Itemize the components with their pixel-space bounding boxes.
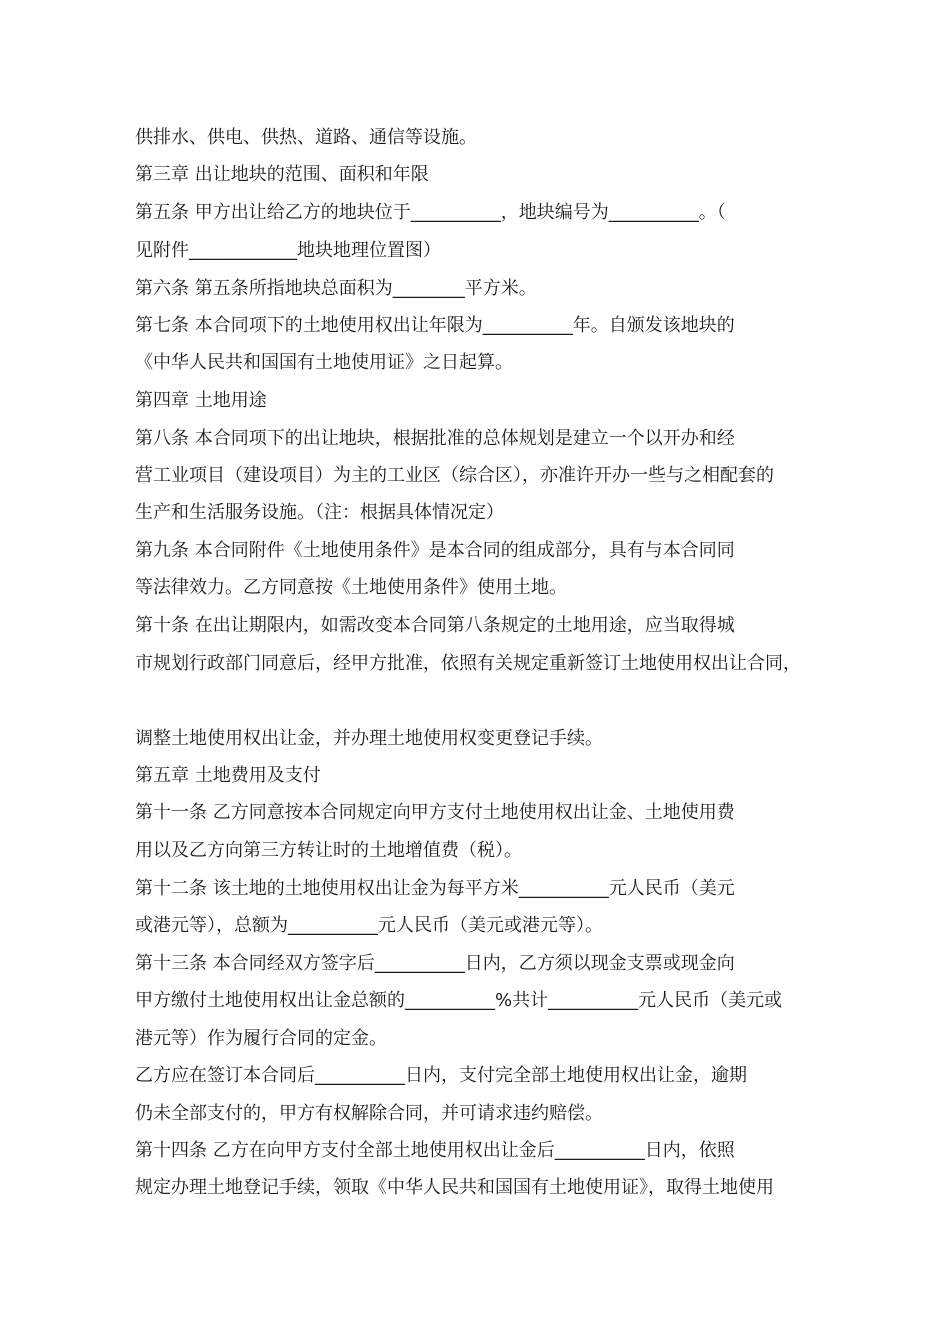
text-line: 第十四条 乙方在向甲方支付全部土地使用权出让金后__________日内，依照 <box>135 1140 735 1161</box>
text-line: 或港元等），总额为__________元人民币（美元或港元等）。 <box>135 915 603 936</box>
text-line: 第六条 第五条所指地块总面积为________平方米。 <box>135 278 537 299</box>
text-line: 乙方应在签订本合同后__________日内，支付完全部土地使用权出让金，逾期 <box>135 1065 747 1086</box>
text-line: 第七条 本合同项下的土地使用权出让年限为__________年。自颁发该地块的 <box>135 315 735 336</box>
text-line: 第十一条 乙方同意按本合同规定向甲方支付土地使用权出让金、土地使用费 <box>135 802 735 823</box>
text-line: 规定办理土地登记手续，领取《中华人民共和国国有土地使用证》，取得土地使用 <box>135 1177 774 1198</box>
text-line: 第十三条 本合同经双方签字后__________日内，乙方须以现金支票或现金向 <box>135 953 735 974</box>
text-line: 生产和生活服务设施。（注：根据具体情况定） <box>135 502 504 523</box>
text-line: 仍未全部支付的，甲方有权解除合同，并可请求违约赔偿。 <box>135 1103 603 1124</box>
chapter-heading: 第三章 出让地块的范围、面积和年限 <box>135 164 429 185</box>
chapter-heading: 第四章 土地用途 <box>135 390 267 411</box>
text-line: 第十条 在出让期限内，如需改变本合同第八条规定的土地用途，应当取得城 <box>135 615 735 636</box>
text-line: 见附件____________地块地理位置图） <box>135 240 441 261</box>
text-line: 第十二条 该土地的土地使用权出让金为每平方米__________元人民币（美元 <box>135 878 735 899</box>
text-line: 港元等）作为履行合同的定金。 <box>135 1028 387 1049</box>
chapter-heading: 第五章 土地费用及支付 <box>135 765 321 786</box>
text-line: 营工业项目（建设项目）为主的工业区（综合区），亦准许开办一些与之相配套的 <box>135 465 774 486</box>
text-line: 《中华人民共和国国有土地使用证》之日起算。 <box>135 352 513 373</box>
text-line: 第八条 本合同项下的出让地块，根据批准的总体规划是建立一个以开办和经 <box>135 428 735 449</box>
text-line: 用以及乙方向第三方转让时的土地增值费（税）。 <box>135 840 522 861</box>
text-line: 第五条 甲方出让给乙方的地块位于__________，地块编号为__________。（ <box>135 202 726 223</box>
text-line: 调整土地使用权出让金，并办理土地使用权变更登记手续。 <box>135 728 603 749</box>
text-line: 市规划行政部门同意后，经甲方批准，依照有关规定重新签订土地使用权出让合同， <box>135 653 801 674</box>
text-line: 供排水、供电、供热、道路、通信等设施。 <box>135 127 477 148</box>
text-line: 第九条 本合同附件《土地使用条件》是本合同的组成部分，具有与本合同同 <box>135 540 735 561</box>
text-line: 甲方缴付土地使用权出让金总额的__________%共计__________元人民币（美元或 <box>135 990 783 1011</box>
text-line: 等法律效力。乙方同意按《土地使用条件》使用土地。 <box>135 577 567 598</box>
